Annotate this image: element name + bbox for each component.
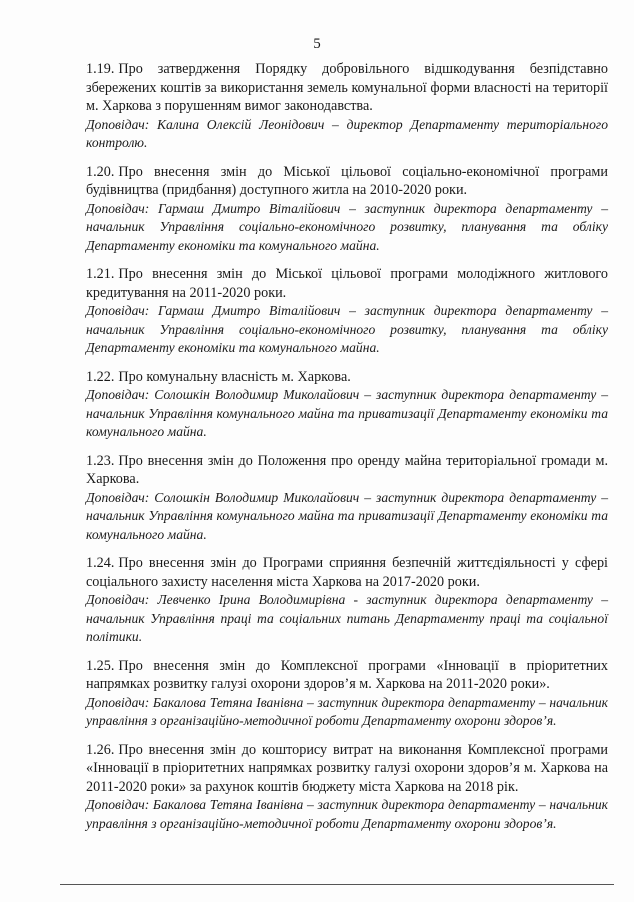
agenda-item-title-text: Про внесення змін до кошторису витрат на виконання Комплексної програми «Інновації в пріоритетних напрямках розвитку галузі охорони здоров’я м. Харкова на 2011-2020 роки» за рахунок коштів бюджету міста Харкова на 2018 рік. — [86, 741, 608, 795]
agenda-item-1-26 — [86, 741, 608, 834]
agenda-item-title — [86, 368, 608, 387]
agenda-item-speaker: Доповідач: Бакалова Тетяна Іванівна – заступник директора департаменту – начальник управління з організаційно-методичної роботи Департаменту охорони здоров’я. — [86, 797, 608, 831]
agenda-item-title — [86, 163, 608, 200]
agenda-item-1-21 — [86, 265, 608, 358]
agenda-item-title — [86, 657, 608, 694]
agenda-item-speaker: Доповідач: Левченко Ірина Володимирівна - заступник директора департаменту – начальник Управління праці та соціальних питань Департаменту праці та соціальної політики. — [86, 592, 608, 644]
page-bottom-rule — [60, 884, 614, 885]
agenda-item-number: 1.23. — [86, 452, 115, 469]
agenda-item-speaker: Доповідач: Гармаш Дмитро Віталійович – заступник директора департаменту – начальник Управління соціально-економічного розвитку, планування та обліку Департаменту економіки та комунального майна. — [86, 200, 608, 253]
agenda-item-number: 1.24. — [86, 555, 115, 571]
agenda-item-speaker: Доповідач: Калина Олексій Леонідович – директор Департаменту територіального контролю. — [86, 116, 608, 150]
agenda-item-title — [86, 452, 608, 489]
page-number: 5 — [313, 36, 321, 52]
agenda-item-1-19 — [86, 60, 608, 153]
agenda-item-title-text: Про внесення змін до Міської цільової соціально-економічної програми будівництва (придбання) доступного житла на 2010-2020 роки. — [86, 163, 608, 198]
agenda-item-1-25 — [86, 657, 608, 731]
agenda-item-title-text: Про комунальну власність м. Харкова. — [118, 368, 351, 385]
agenda-item-number: 1.25. — [86, 657, 115, 674]
agenda-item-speaker: Доповідач: Солошкін Володимир Миколайович – заступник директора департаменту – начальник Управління комунального майна та приватизації Департаменту економіки та комунального майна. — [86, 387, 608, 439]
agenda-item-1-23 — [86, 452, 608, 545]
agenda-list — [86, 60, 608, 843]
agenda-item-speaker: Доповідач: Гармаш Дмитро Віталійович – заступник директора департаменту – начальник Управління соціально-економічного розвитку, планування та обліку Департаменту економіки та комунального майна. — [86, 303, 608, 355]
agenda-item-speaker: Доповідач: Бакалова Тетяна Іванівна – заступник директора департаменту – начальник управління з організаційно-методичної роботи Департаменту охорони здоров’я. — [86, 694, 608, 728]
agenda-item-1-22 — [86, 368, 608, 442]
agenda-item-title — [86, 554, 608, 591]
agenda-item-title-text: Про внесення змін до Програми сприяння безпечній життєдіяльності у сфері соціального захисту населення міста Харкова на 2017-2020 роки. — [86, 555, 608, 590]
agenda-item-title — [86, 741, 608, 797]
agenda-item-number: 1.20. — [86, 163, 115, 180]
agenda-item-title-text: Про внесення змін до Міської цільової програми молодіжного житлового кредитування на 2011-2020 роки. — [86, 266, 608, 301]
agenda-item-number: 1.26. — [86, 741, 115, 758]
agenda-item-number: 1.22. — [86, 368, 115, 385]
agenda-item-title — [86, 60, 608, 116]
agenda-item-1-24 — [86, 554, 608, 647]
agenda-item-1-20 — [86, 163, 608, 256]
agenda-item-speaker: Доповідач: Солошкін Володимир Миколайович – заступник директора департаменту – начальник Управління комунального майна та приватизації Департаменту економіки та комунального майна. — [86, 489, 608, 542]
agenda-item-title-text: Про внесення змін до Положення про оренду майна територіальної громади м. Харкова. — [86, 452, 608, 487]
agenda-item-number: 1.19. — [86, 61, 115, 77]
agenda-item-title — [86, 265, 608, 302]
agenda-item-title-text: Про внесення змін до Комплексної програми «Інновації в пріоритетних напрямках розвитку галузі охорони здоров’я м. Харкова на 2011-2020 роки». — [86, 657, 608, 692]
agenda-item-title-text: Про затвердження Порядку добровільного відшкодування безпідставно збережених коштів за використання земель комунальної форми власності на території м. Харкова з порушенням вимог законодавства. — [86, 61, 608, 114]
agenda-item-number: 1.21. — [86, 266, 115, 282]
